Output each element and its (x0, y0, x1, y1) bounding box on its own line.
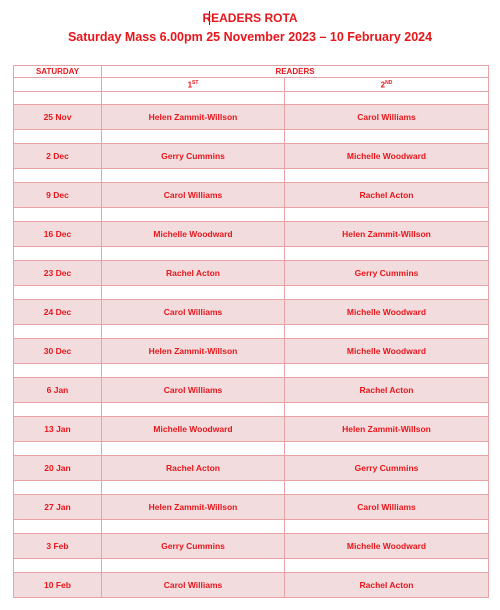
second-reader-cell: Gerry Cummins (285, 261, 489, 286)
header-readers: READERS (102, 66, 489, 78)
date-cell: 3 Feb (14, 534, 102, 559)
first-reader-suffix: ST (192, 79, 199, 86)
page-subtitle: Saturday Mass 6.00pm 25 November 2023 – 10 February 2024 (67, 30, 433, 44)
spacer-row (14, 442, 489, 456)
page-title: READERS ROTA (202, 11, 298, 25)
date-cell: 10 Feb (14, 573, 102, 598)
table-row (14, 417, 489, 442)
date-cell: 23 Dec (14, 261, 102, 286)
table-row (14, 105, 489, 130)
date-cell: 6 Jan (14, 378, 102, 403)
first-reader-cell: Gerry Cummins (102, 534, 285, 559)
spacer-row (14, 559, 489, 573)
table-row (14, 222, 489, 247)
date-cell: 24 Dec (14, 300, 102, 325)
table-row (14, 378, 489, 403)
spacer-row (14, 520, 489, 534)
second-reader-cell: Carol Williams (285, 105, 489, 130)
date-cell: 2 Dec (14, 144, 102, 169)
second-reader-cell: Rachel Acton (285, 183, 489, 208)
spacer-row (14, 286, 489, 300)
header-first-reader (102, 78, 285, 92)
second-reader-cell: Helen Zammit-Willson (285, 417, 489, 442)
first-reader-number: 1 (187, 80, 193, 90)
spacer-row (14, 325, 489, 339)
date-cell: 30 Dec (14, 339, 102, 364)
date-cell: 16 Dec (14, 222, 102, 247)
first-reader-cell: Helen Zammit-Willson (102, 495, 285, 520)
second-reader-cell: Rachel Acton (285, 573, 489, 598)
table-row (14, 573, 489, 598)
first-reader-cell: Carol Williams (102, 378, 285, 403)
table-row (14, 144, 489, 169)
first-reader-cell: Michelle Woodward (102, 222, 285, 247)
first-reader-cell: Carol Williams (102, 573, 285, 598)
first-reader-cell: Rachel Acton (102, 456, 285, 481)
second-reader-cell: Michelle Woodward (285, 339, 489, 364)
spacer-row (14, 169, 489, 183)
header-row (14, 66, 489, 78)
spacer-row (14, 208, 489, 222)
rota-table (13, 65, 489, 598)
second-reader-cell: Carol Williams (285, 495, 489, 520)
spacer-row (14, 92, 489, 105)
header-saturday: SATURDAY (14, 66, 102, 78)
first-reader-cell: Michelle Woodward (102, 417, 285, 442)
date-cell: 25 Nov (14, 105, 102, 130)
spacer-row (14, 481, 489, 495)
table-row (14, 300, 489, 325)
date-cell: 20 Jan (14, 456, 102, 481)
second-reader-cell: Helen Zammit-Willson (285, 222, 489, 247)
spacer-row (14, 364, 489, 378)
table-row (14, 456, 489, 481)
table-row (14, 183, 489, 208)
spacer-row (14, 130, 489, 144)
first-reader-cell: Gerry Cummins (102, 144, 285, 169)
header-second-reader (285, 78, 489, 92)
date-cell: 9 Dec (14, 183, 102, 208)
second-reader-cell: Michelle Woodward (285, 534, 489, 559)
second-reader-cell: Rachel Acton (285, 378, 489, 403)
second-reader-number: 2 (380, 80, 386, 90)
table-row (14, 495, 489, 520)
date-cell: 13 Jan (14, 417, 102, 442)
first-reader-cell: Carol Williams (102, 300, 285, 325)
second-reader-cell: Gerry Cummins (285, 456, 489, 481)
spacer-row (14, 403, 489, 417)
date-cell: 27 Jan (14, 495, 102, 520)
subheader-row (14, 78, 489, 92)
table-row (14, 534, 489, 559)
spacer-row (14, 247, 489, 261)
first-reader-cell: Rachel Acton (102, 261, 285, 286)
first-reader-cell: Helen Zammit-Willson (102, 105, 285, 130)
subheader-empty (14, 78, 102, 92)
first-reader-cell: Carol Williams (102, 183, 285, 208)
table-row (14, 339, 489, 364)
first-reader-cell: Helen Zammit-Willson (102, 339, 285, 364)
second-reader-suffix: ND (385, 79, 393, 86)
table-row (14, 261, 489, 286)
second-reader-cell: Michelle Woodward (285, 300, 489, 325)
second-reader-cell: Michelle Woodward (285, 144, 489, 169)
